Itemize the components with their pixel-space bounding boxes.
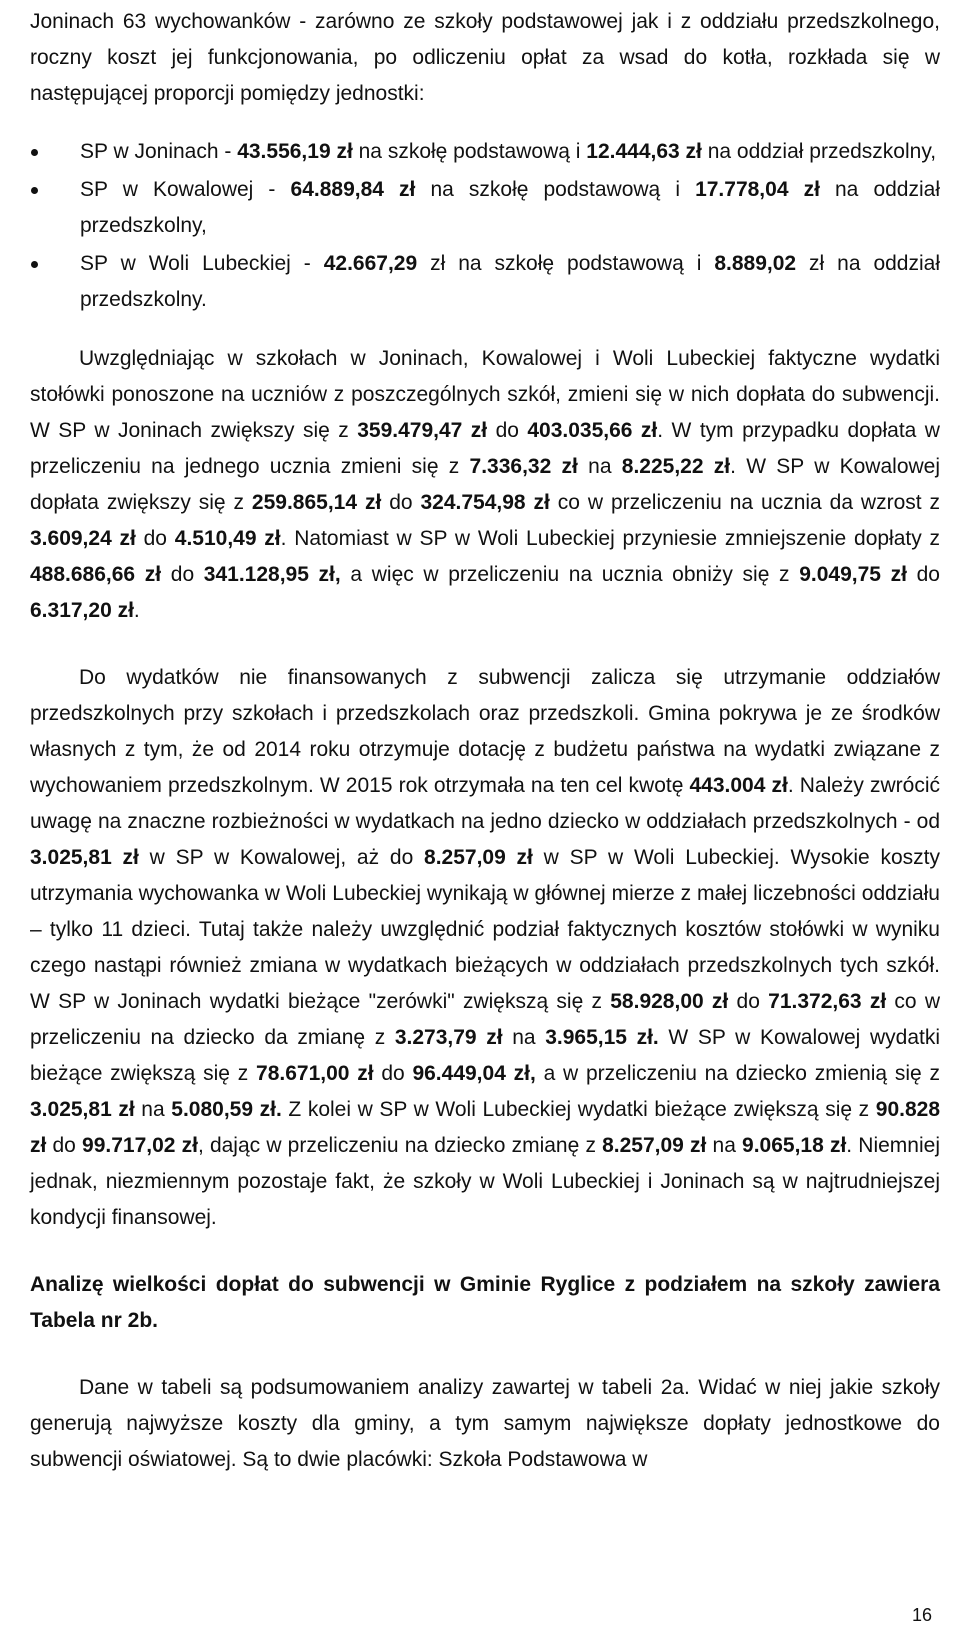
list-item: SP w Joninach - 43.556,19 zł na szkołę podstawową i 12.444,63 zł na oddział przedszkolny, [30, 134, 940, 170]
cost-bullet-list [30, 134, 940, 318]
bullet-icon [31, 149, 38, 156]
table-summary-paragraph: Dane w tabeli są podsumowaniem analizy zawartej w tabeli 2a. Widać w niej jakie szkoły generują najwyższe koszty dla gminy, a tym samym największe dopłaty jednostkowe do subwencji oświatowej. Są to dwie placówki: Szkoła Podstawowa w [30, 1376, 940, 1471]
intro-paragraph: Joninach 63 wychowanków - zarówno ze szkoły podstawowej jak i z oddziału przedszkolnego, roczny koszt jej funkcjonowania, po odliczeniu opłat za wsad do kotła, rozkłada się w następującej proporcji pomiędzy jednostki: [30, 10, 940, 105]
list-item: SP w Woli Lubeckiej - 42.667,29 zł na szkołę podstawową i 8.889,02 zł na oddział przedszkolny. [30, 246, 940, 318]
preschool-paragraph: Do wydatków nie finansowanych z subwencji zalicza się utrzymanie oddziałów przedszkolnych przy szkołach i przedszkolach oraz przedszkoli. Gmina pokrywa je ze środków własnych z tym, że od 2014 roku otrzymuje dotację z budżetu państwa na wydatki związane z wychowaniem przedszkolnym. W 2015 rok otrzymała na ten cel kwotę 443.004 zł. Należy zwrócić uwagę na znaczne rozbieżności w wydatkach na jedno dziecko w oddziałach przedszkolnych - od 3.025,81 zł w SP w Kowalowej, aż do 8.257,09 zł w SP w Woli Lubeckiej. Wysokie koszty utrzymania wychowanka w Woli Lubeckiej wynikają w głównej mierze z małej liczebności oddziału – tylko 11 dzieci. Tutaj także należy uwzględnić podział faktycznych kosztów stołówki w wyniku czego nastąpi również zmiana w wydatkach bieżących w oddziałach przedszkolnych tych szkół. W SP w Joninach wydatki bieżące "zerówki" zwiększą się z 58.928,00 zł do 71.372,63 zł co w przeliczeniu na dziecko da zmianę z 3.273,79 zł na 3.965,15 zł. W SP w Kowalowej wydatki bieżące zwiększą się z 78.671,00 zł do 96.449,04 zł, a w przeliczeniu na dziecko zmienią się z 3.025,81 zł na 5.080,59 zł. Z kolei w SP w Woli Lubeckiej wydatki bieżące zwiększą się z 90.828 zł do 99.717,02 zł, dając w przeliczeniu na dziecko zmianę z 8.257,09 zł na 9.065,18 zł. Niemniej jednak, niezmiennym pozostaje fakt, że szkoły w Woli Lubeckiej i Joninach są w najtrudniejszej kondycji finansowej. [30, 666, 941, 1229]
section-heading: Analizę wielkości dopłat do subwencji w Gminie Ryglice z podziałem na szkoły zawiera Tabela nr 2b. [30, 1273, 940, 1332]
bullet-icon [31, 187, 38, 194]
bullet-icon [31, 261, 38, 268]
list-item: SP w Kowalowej - 64.889,84 zł na szkołę podstawową i 17.778,04 zł na oddział przedszkolny, [30, 172, 940, 244]
page-number: 16 [911, 1605, 932, 1625]
canteen-paragraph: Uwzględniając w szkołach w Joninach, Kowalowej i Woli Lubeckiej faktyczne wydatki stołówki ponoszone na uczniów z poszczególnych szkół, zmieni się w nich dopłata do subwencji. W SP w Joninach zwiększy się z 359.479,47 zł do 403.035,66 zł. W tym przypadku dopłata w przeliczeniu na jednego ucznia zmieni się z 7.336,32 zł na 8.225,22 zł. W SP w Kowalowej dopłata zwiększy się z 259.865,14 zł do 324.754,98 zł co w przeliczeniu na ucznia da wzrost z 3.609,24 zł do 4.510,49 zł. Natomiast w SP w Woli Lubeckiej przyniesie zmniejszenie dopłaty z 488.686,66 zł do 341.128,95 zł, a więc w przeliczeniu na ucznia obniży się z 9.049,75 zł do 6.317,20 zł. [30, 347, 941, 622]
